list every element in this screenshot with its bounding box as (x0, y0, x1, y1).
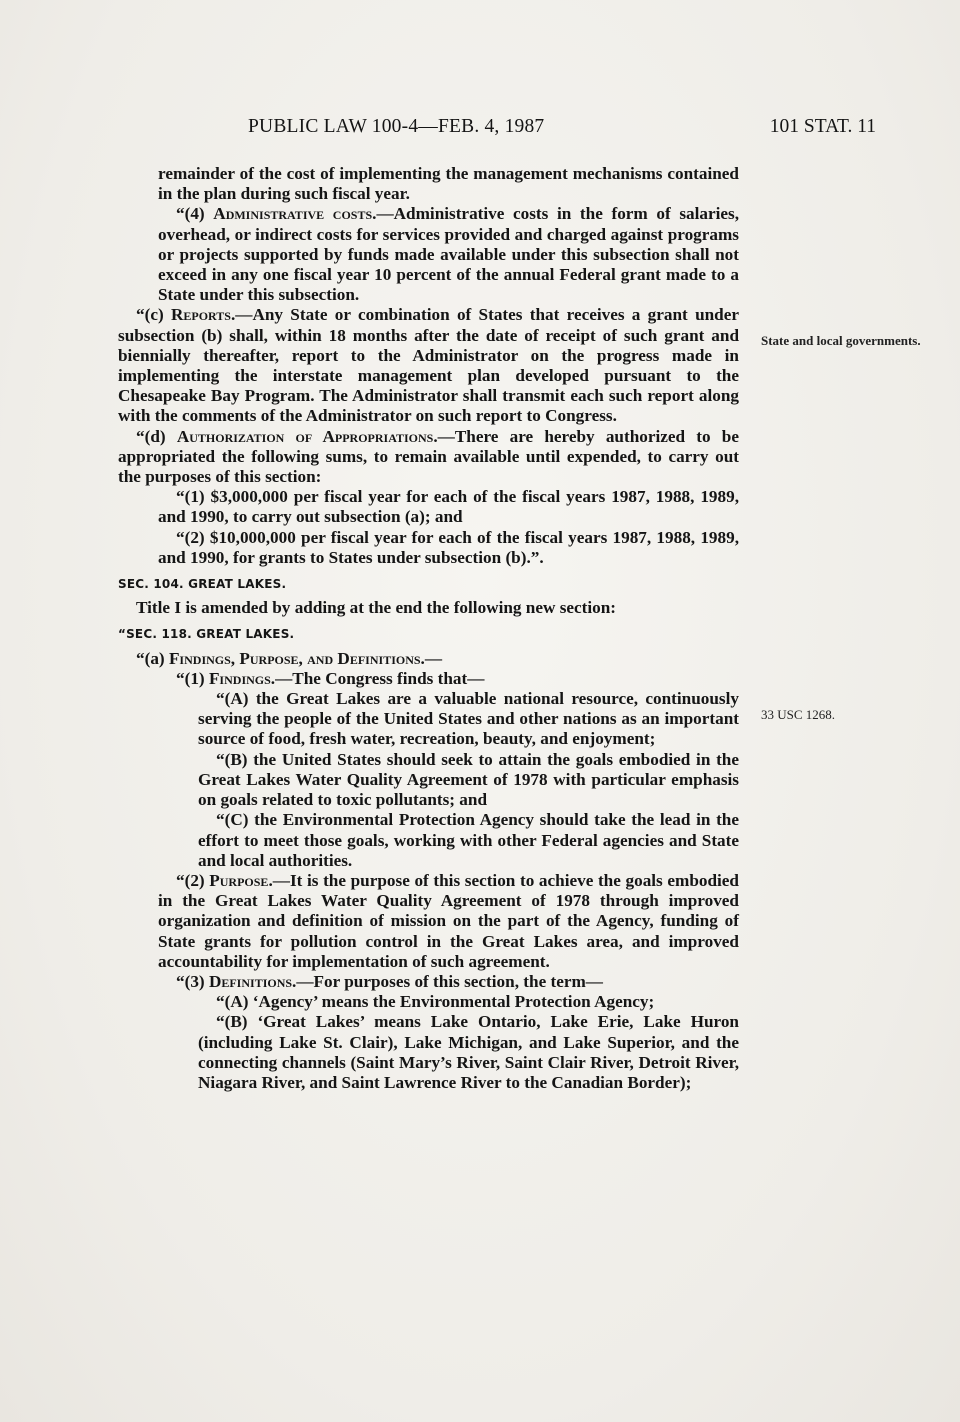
finding-c: “(C) the Environmental Protection Agency should take the lead in the effort to meet those goals, working with other Federal agencies and State and local authorities. (198, 810, 739, 870)
paragraph-findings-purpose-definitions: “(a) Findings, Purpose, and Definitions.— (136, 648, 443, 668)
definition-great-lakes: “(B) ‘Great Lakes’ means Lake Ontario, Lake Erie, Lake Huron (including Lake St. Clair), Lake Michigan, and Lake Superior, and the connecting channels (Saint Mary’s River, Saint Clair River, Detroit River, Niagara River, and Saint Lawrence River to the Canadian Border); (198, 1012, 739, 1092)
margin-note-usc: 33 USC 1268. (761, 707, 836, 722)
paragraph-authorization: “(d) Authorization of Appropriations.—There are hereby authorized to be appropriated the following sums, to remain available until expended, to carry out the purposes of this section: (118, 426, 739, 487)
heading-findings-purpose-definitions: Findings, Purpose, and Definitions. (168, 648, 425, 668)
paragraph-appropriation-1: “(1) $3,000,000 per fiscal year for each of the fiscal years 1987, 1988, 1989, and 1990, to carry out subsection (a); and (158, 487, 739, 527)
paragraph-title-amendment: Title I is amended by adding at the end the following new section: (136, 598, 617, 618)
heading-reports: Reports. (170, 305, 236, 325)
definition-agency: “(A) ‘Agency’ means the Environmental Protection Agency; (216, 992, 655, 1012)
finding-a: “(A) the Great Lakes are a valuable national resource, continuously serving the people of the United States and other nations as an important source of food, fresh water, recreation, beauty, and enjoyment; (198, 689, 739, 749)
paragraph-continuation: remainder of the cost of implementing the management mechanisms contained in the plan during such fiscal year. (158, 164, 739, 204)
heading-findings: Findings. (208, 668, 276, 688)
margin-note-state-local: State and local governments. (761, 333, 921, 348)
paragraph-admin-costs: “(4) Administrative costs.—Administrative costs in the form of salaries, overhead, or indirect costs for services provided and charged against programs or projects supported by funds made available under this subsection shall not exceed in any one fiscal year 10 percent of the annual Federal grant made to a State under this subsection. (158, 204, 739, 305)
finding-b: “(B) the United States should seek to attain the goals embodied in the Great Lakes Water Quality Agreement of 1978 with particular emphasis on goals related to toxic pollutants; and (198, 749, 739, 810)
heading-definitions: Definitions. (208, 971, 297, 991)
paragraph-purpose: “(2) Purpose.—It is the purpose of this section to achieve the goals embodied in the Great Lakes Water Quality Agreement of 1978 through improved organization and definition of mission on the part of the Agency, funding of State grants for pollution control in the Great Lakes area, and improved accountability for implementation of such agreement. (158, 870, 739, 971)
heading-authorization: Authorization of Appropriations. (176, 426, 438, 446)
statute-page-number: 101 STAT. 11 (769, 116, 876, 137)
law-text-body (118, 164, 739, 1093)
page-header (0, 116, 960, 146)
paragraph-reports: “(c) Reports.—Any State or combination of States that receives a grant under subsection (b) shall, within 18 months after the date of receipt of such grant and biennially thereafter, report to the Administrator on the progress made in implementing the interstate management plan developed pursuant to the Chesapeake Bay Program. The Administrator shall transmit each such report along with the comments of the Administrator on such report to Congress. (118, 305, 739, 426)
paragraph-appropriation-2: “(2) $10,000,000 per fiscal year for each of the fiscal years 1987, 1988, 1989, and 1990, for grants to States under subsection (b).”. (158, 527, 739, 567)
section-heading-104: SEC. 104. GREAT LAKES. (118, 577, 287, 592)
running-title: PUBLIC LAW 100-4—FEB. 4, 1987 (248, 116, 545, 137)
paragraph-findings: “(1) Findings.—The Congress finds that— (176, 668, 485, 688)
heading-purpose: Purpose. (209, 870, 273, 890)
section-heading-118: “SEC. 118. GREAT LAKES. (118, 627, 295, 642)
heading-admin-costs: Administrative costs. (213, 204, 377, 224)
paragraph-definitions: “(3) Definitions.—For purposes of this section, the term— (176, 971, 603, 991)
